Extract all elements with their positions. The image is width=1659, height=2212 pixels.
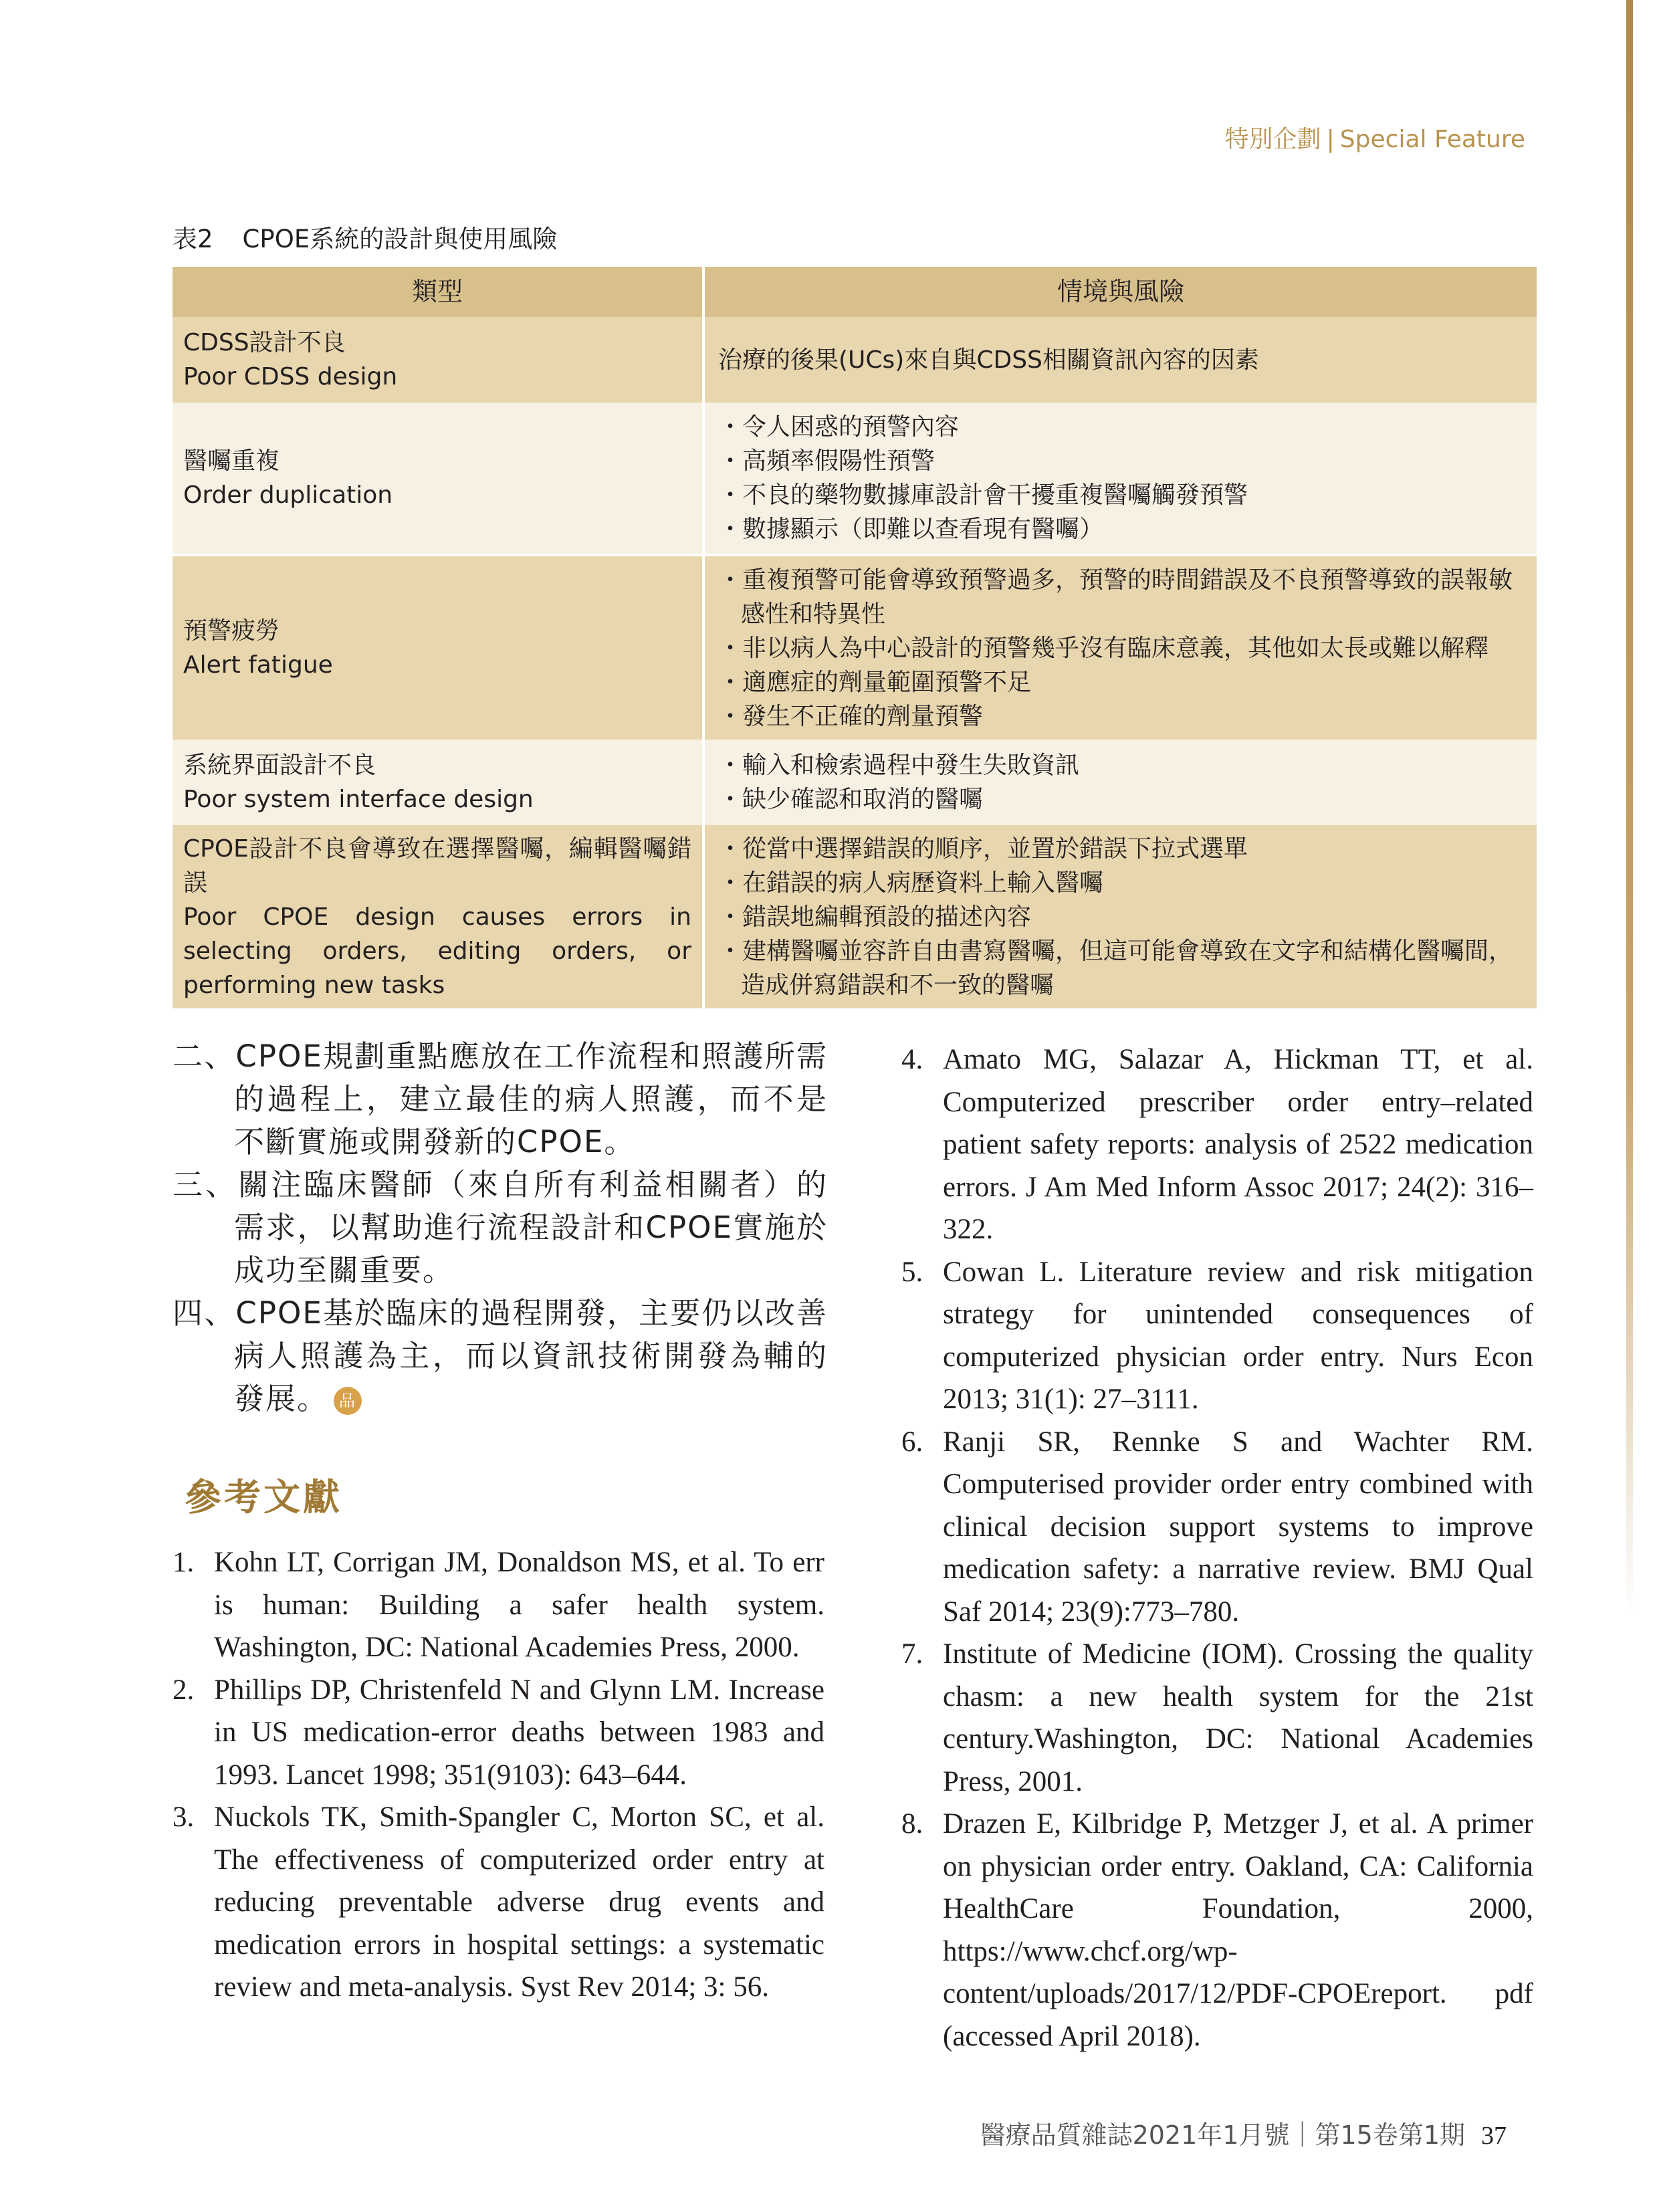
risk-bullet: ・不良的藥物數據庫設計會干擾重複醫囑觸發預警 bbox=[718, 481, 1248, 509]
recommendation-item bbox=[173, 1292, 828, 1420]
table-header-row bbox=[173, 267, 1537, 317]
recommendation-text: 三、關注臨床醫師（來自所有利益相關者）的需求，以幫助進行流程設計和CPOE實施於成功至關重要。 bbox=[173, 1167, 828, 1288]
risk-bullet: ・適應症的劑量範圍預警不足 bbox=[718, 668, 1032, 696]
column-header-risk: 情境與風險 bbox=[703, 267, 1537, 317]
type-cell bbox=[173, 825, 703, 1008]
recommendation-text: 四、CPOE基於臨床的過程開發，主要仍以改善病人照護為主，而以資訊技術開發為輔的發展。 bbox=[173, 1295, 828, 1416]
risk-cell bbox=[703, 825, 1537, 1008]
reference-text: Institute of Medicine (IOM). Crossing the quality chasm: a new health system for the 21st century.Washington, DC: National Academies Press, 2001. bbox=[943, 1638, 1533, 1797]
reference-text: Kohn LT, Corrigan JM, Donaldson MS, et al. To err is human: Building a safer health system. Washington, DC: National Academies Press, 2000. bbox=[214, 1547, 824, 1663]
table-row bbox=[173, 317, 1537, 403]
risk-cell bbox=[703, 403, 1537, 555]
references-left-column bbox=[173, 1541, 824, 2009]
journal-seal-icon: 品 bbox=[334, 1387, 362, 1415]
column-header-type: 類型 bbox=[173, 267, 703, 317]
risk-text: 治療的後果(UCs)來自與CDSS相關資訊內容的因素 bbox=[718, 346, 1259, 374]
reference-item bbox=[901, 1421, 1533, 1634]
page-footer bbox=[980, 2114, 1507, 2151]
type-en: Order duplication bbox=[183, 481, 393, 509]
table-caption-text: CPOE系統的設計與使用風險 bbox=[242, 225, 558, 253]
risk-bullet: ・重複預警可能會導致預警過多，預警的時間錯誤及不良預警導致的誤報敏感性和特異性 bbox=[718, 566, 1513, 628]
type-zh: CDSS設計不良 bbox=[183, 329, 346, 356]
type-zh: 預警疲勞 bbox=[183, 617, 280, 645]
type-zh: 醫囑重複 bbox=[183, 447, 280, 475]
table-row bbox=[173, 825, 1537, 1008]
table-row bbox=[173, 555, 1537, 740]
reference-item bbox=[173, 1541, 824, 1669]
recommendation-item bbox=[173, 1035, 828, 1164]
page-number: 37 bbox=[1481, 2122, 1507, 2150]
table-row bbox=[173, 740, 1537, 825]
header-chinese: 特別企劃 bbox=[1224, 126, 1321, 153]
reference-text: Amato MG, Salazar A, Hickman TT, et al. Computerized prescriber order entry–related patient safety reports: analysis of 2522 medication errors. J Am Med Inform Assoc 2017; 24(2): 316–322. bbox=[943, 1044, 1533, 1245]
recommendation-item bbox=[173, 1164, 828, 1292]
risk-bullet: ・令人困惑的預警內容 bbox=[718, 413, 960, 441]
risk-bullet: ・數據顯示（即難以查看現有醫囑） bbox=[718, 516, 1104, 543]
reference-number: 3. bbox=[173, 1801, 195, 1833]
reference-number: 7. bbox=[901, 1638, 923, 1670]
section-header bbox=[1225, 120, 1525, 154]
risk-table bbox=[173, 267, 1537, 1008]
header-english: Special Feature bbox=[1339, 126, 1525, 153]
risk-bullet: ・缺少確認和取消的醫囑 bbox=[718, 786, 984, 813]
risk-cell bbox=[703, 555, 1537, 740]
references-right-column bbox=[901, 1038, 1533, 2058]
risk-bullet: ・從當中選擇錯誤的順序，並置於錯誤下拉式選單 bbox=[718, 835, 1248, 863]
risk-cell bbox=[703, 317, 1537, 403]
risk-bullet: ・在錯誤的病人病歷資料上輸入醫囑 bbox=[718, 869, 1104, 897]
reference-item bbox=[173, 1669, 824, 1797]
references-heading: 參考文獻 bbox=[185, 1476, 343, 1519]
risk-bullet: ・輸入和檢索過程中發生失敗資訊 bbox=[718, 752, 1080, 779]
risk-cell bbox=[703, 740, 1537, 825]
page-edge-bar bbox=[1626, 0, 1633, 1618]
reference-number: 4. bbox=[901, 1044, 923, 1075]
reference-text: Nuckols TK, Smith-Spangler C, Morton SC, et al. The effectiveness of computerized order entry at reducing preventable adverse drug events and medication errors in hospital settings: a systematic review and meta-analysis. Syst Rev 2014; 3: 56. bbox=[214, 1801, 824, 2003]
risk-bullet: ・錯誤地編輯預設的描述內容 bbox=[718, 903, 1032, 931]
reference-text: Phillips DP, Christenfeld N and Glynn LM. Increase in US medication-error deaths between 1983 and 1993. Lancet 1998; 351(9103): 643–644. bbox=[214, 1674, 824, 1791]
type-en: Alert fatigue bbox=[183, 651, 333, 679]
type-en: Poor CPOE design causes errors in selecting orders, editing orders, or performing new tasks bbox=[183, 903, 691, 999]
table-row bbox=[173, 403, 1537, 555]
reference-text: Cowan L. Literature review and risk mitigation strategy for unintended consequences of computerized physician order entry. Nurs Econ 2013; 31(1): 27–3111. bbox=[943, 1256, 1533, 1415]
reference-item bbox=[901, 1633, 1533, 1803]
risk-bullet: ・建構醫囑並容許自由書寫醫囑，但這可能會導致在文字和結構化醫囑間，造成併寫錯誤和不一致的醫囑 bbox=[718, 937, 1513, 999]
reference-number: 5. bbox=[901, 1256, 923, 1288]
table-caption-number: 表2 bbox=[173, 225, 213, 253]
type-cell bbox=[173, 403, 703, 555]
table-caption bbox=[173, 219, 557, 255]
reference-number: 2. bbox=[173, 1674, 195, 1706]
risk-bullet: ・高頻率假陽性預警 bbox=[718, 447, 935, 475]
risk-bullet: ・發生不正確的劑量預警 bbox=[718, 702, 984, 730]
reference-item bbox=[901, 1803, 1533, 2058]
reference-text: Drazen E, Kilbridge P, Metzger J, et al. A primer on physician order entry. Oakland, CA: California HealthCare Foundation, 2000, https://www.chcf.org/wp-content/uploads/2017/12/PDF-CPOEreport. pdf (accessed April 2018). bbox=[943, 1808, 1533, 2052]
footer-journal: 醫療品質雜誌2021年1月號｜第15卷第1期 bbox=[980, 2120, 1465, 2150]
header-separator: | bbox=[1326, 126, 1335, 153]
recommendation-list bbox=[173, 1035, 828, 1420]
reference-text: Ranji SR, Rennke S and Wachter RM. Computerised provider order entry combined with clinical decision support systems to improve medication safety: a narrative review. BMJ Qual Saf 2014; 23(9):773–780. bbox=[943, 1426, 1533, 1628]
type-cell bbox=[173, 740, 703, 825]
type-zh: 系統界面設計不良 bbox=[183, 752, 376, 779]
reference-number: 1. bbox=[173, 1547, 195, 1578]
reference-item bbox=[173, 1796, 824, 2009]
type-cell bbox=[173, 555, 703, 740]
reference-number: 8. bbox=[901, 1808, 923, 1840]
recommendation-text: 二、CPOE規劃重點應放在工作流程和照護所需的過程上，建立最佳的病人照護，而不是不斷實施或開發新的CPOE。 bbox=[173, 1038, 828, 1159]
type-en: Poor system interface design bbox=[183, 786, 534, 813]
type-zh: CPOE設計不良會導致在選擇醫囑，編輯醫囑錯誤 bbox=[183, 835, 691, 897]
type-cell bbox=[173, 317, 703, 403]
reference-number: 6. bbox=[901, 1426, 923, 1458]
risk-bullet: ・非以病人為中心設計的預警幾乎沒有臨床意義，其他如太長或難以解釋 bbox=[718, 634, 1489, 662]
reference-item bbox=[901, 1038, 1533, 1251]
reference-item bbox=[901, 1251, 1533, 1421]
type-en: Poor CDSS design bbox=[183, 363, 398, 391]
